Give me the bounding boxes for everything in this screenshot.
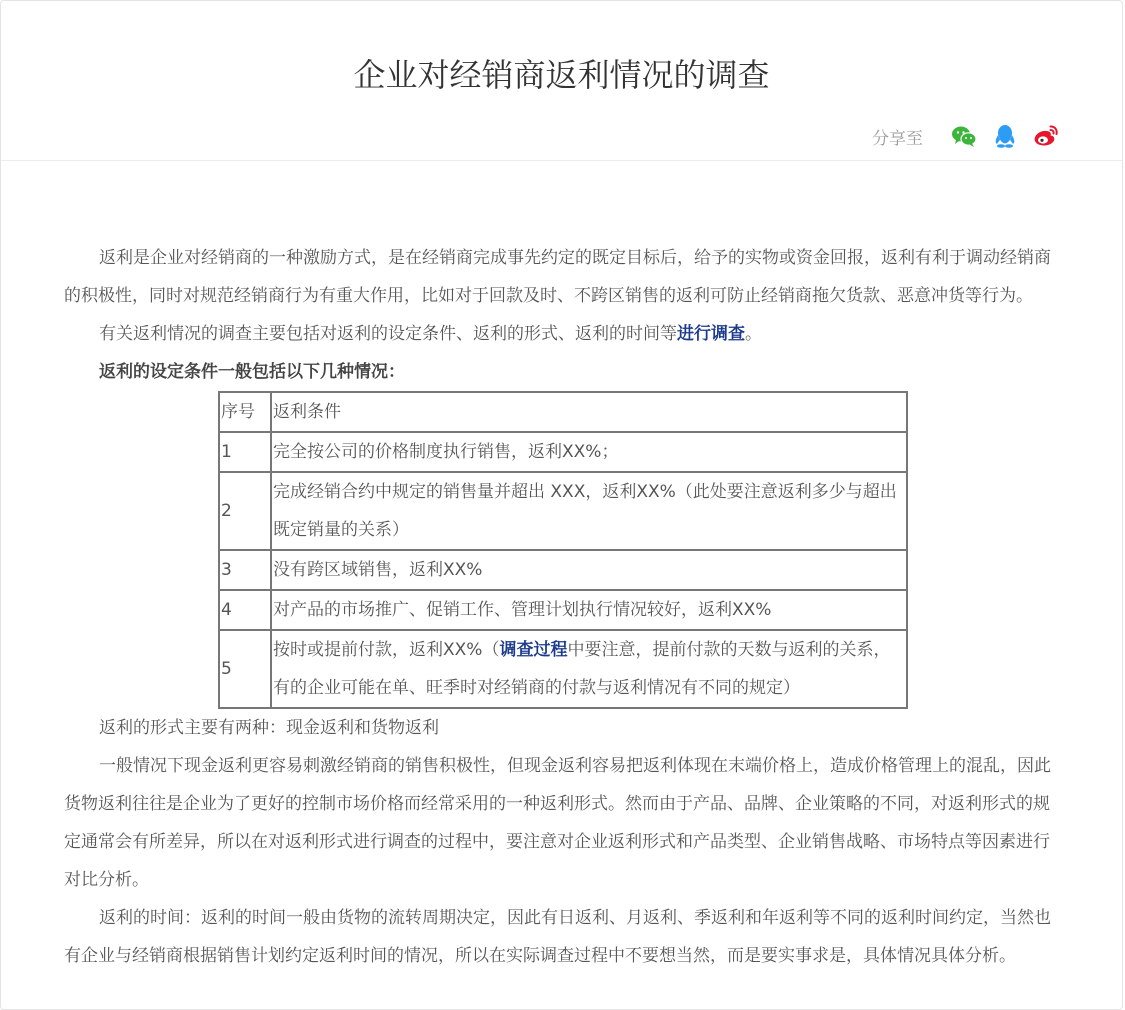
- paragraph-scope: [64, 315, 1064, 353]
- article-header: [1, 1, 1122, 161]
- paragraph-forms-detail: 一般情况下现金返利更容易刺激经销商的销售积极性，但现金返利容易把返利体现在末端价格上，造成价格管理上的混乱，因此货物返利往往是企业为了更好的控制市场价格而经常采用的一种返利形式。然而由于产品、品牌、企业策略的不同，对返利形式的规定通常会有所差异，所以在对返利形式进行调查的过程中，要注意对企业返利形式和产品类型、企业销售战略、市场特点等因素进行对比分析。: [64, 756, 1051, 890]
- share-bar: [872, 122, 1060, 150]
- row-number: 5: [219, 630, 271, 708]
- table-row: [219, 590, 907, 630]
- paragraph-intro: 返利是企业对经销商的一种激励方式，是在经销商完成事先约定的既定目标后，给予的实物或资金回报，返利有利于调动经销商的积极性，同时对规范经销商行为有重大作用，比如对于回款及时、不跨区销售的返利可防止经销商拖欠货款、恶意冲货等行为。: [64, 248, 1051, 306]
- row-condition: [271, 630, 907, 708]
- share-label: 分享至: [872, 128, 923, 149]
- paragraph-timing: 返利的时间：返利的时间一般由货物的流转周期决定，因此有日返利、月返利、季返利和年返利等不同的返利时间约定，当然也有企业与经销商根据销售计划约定返利时间的情况，所以在实际调查过程中不要想当然，而是要实事求是，具体情况具体分析。: [64, 908, 1051, 966]
- survey-link[interactable]: 进行调查: [677, 324, 745, 344]
- rebate-conditions-table: [218, 391, 908, 709]
- article-body: [64, 239, 1064, 975]
- survey-process-link[interactable]: 调查过程: [499, 640, 568, 660]
- row-condition-text: 按时或提前付款，返利XX%（: [273, 640, 500, 660]
- table-row: [219, 432, 907, 472]
- row-condition: 没有跨区域销售，返利XX%: [271, 550, 907, 590]
- page-title: 企业对经销商返利情况的调查: [353, 56, 770, 94]
- paragraph-forms: 返利的形式主要有两种：现金返利和货物返利: [99, 718, 439, 738]
- wechat-icon[interactable]: [950, 122, 978, 150]
- row-number: 1: [219, 432, 271, 472]
- paragraph-scope-text: 有关返利情况的调查主要包括对返利的设定条件、返利的形式、返利的时间等: [99, 324, 677, 344]
- weibo-icon[interactable]: [1032, 122, 1060, 150]
- row-number: 4: [219, 590, 271, 630]
- row-condition: 完全按公司的价格制度执行销售，返利XX%；: [271, 432, 907, 472]
- row-number: 3: [219, 550, 271, 590]
- qq-icon[interactable]: [991, 122, 1019, 150]
- table-row: [219, 550, 907, 590]
- table-row: [219, 630, 907, 708]
- table-row: [219, 472, 907, 550]
- table-header-row: [219, 392, 907, 432]
- row-condition-text-end: 中要注意，提前付款的天数与返利的关系，有的企业可能在单、旺季时对经销商的付款与返利情况有不同的规定）: [273, 640, 891, 698]
- conditions-heading: 返利的设定条件一般包括以下几种情况：: [99, 362, 405, 382]
- paragraph-scope-end: 。: [745, 324, 762, 344]
- row-condition: 对产品的市场推广、促销工作、管理计划执行情况较好，返利XX%: [271, 590, 907, 630]
- row-condition: 完成经销合约中规定的销售量并超出 XXX，返利XX%（此处要注意返利多少与超出既定销量的关系）: [271, 472, 907, 550]
- row-number: 2: [219, 472, 271, 550]
- table-header-cell: 返利条件: [271, 392, 907, 432]
- table-header-cell: 序号: [219, 392, 271, 432]
